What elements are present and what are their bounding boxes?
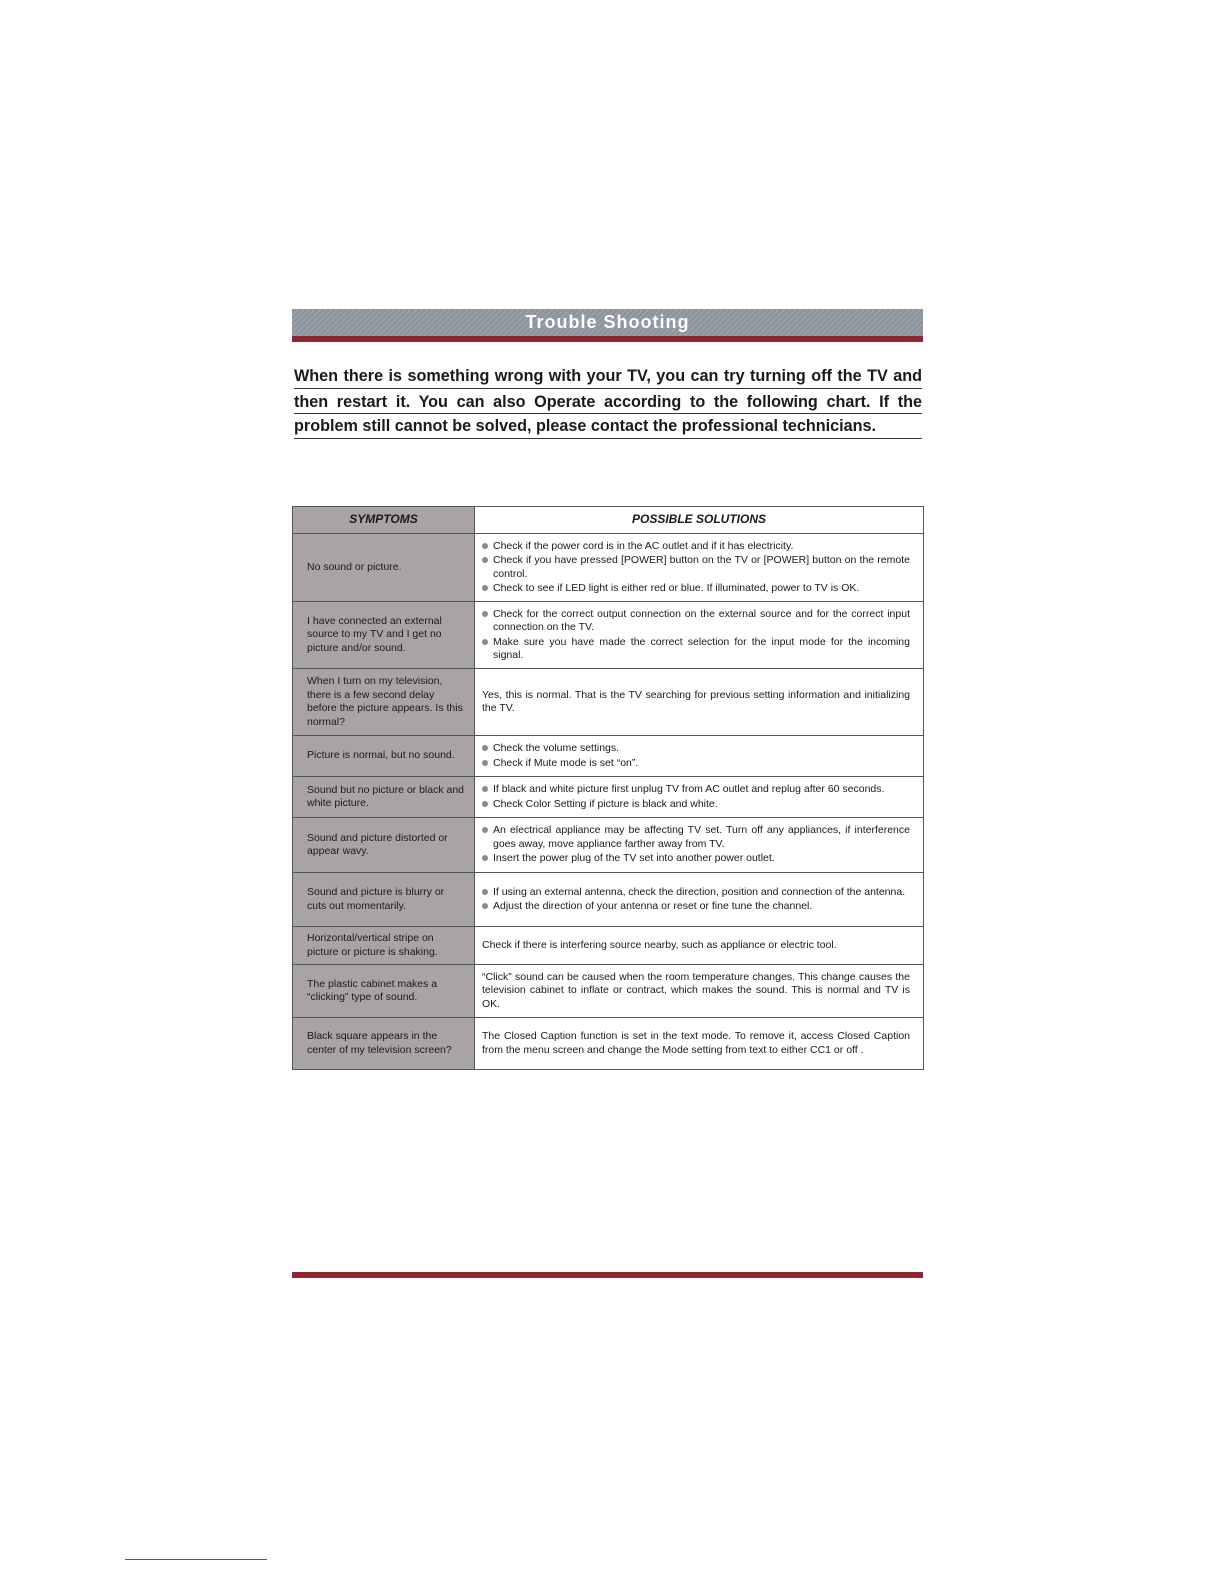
section-title-bar: [292, 309, 923, 342]
solution-text: If black and white picture first unplug TV from AC outlet and replug after 60 seconds.: [493, 783, 885, 795]
solutions-header: POSSIBLE SOLUTIONS: [475, 507, 924, 534]
table-row: [293, 777, 924, 818]
solution-text: Adjust the direction of your antenna or reset or fine tune the channel.: [493, 900, 813, 912]
solution-cell: [475, 777, 924, 818]
solution-text: Check if Mute mode is set “on”.: [493, 756, 639, 769]
solution-text: If using an external antenna, check the direction, position and connection of the antenna.: [493, 885, 906, 898]
symptom-cell: Picture is normal, but no sound.: [293, 736, 475, 777]
bullet-dot-icon: [482, 786, 488, 792]
solution-cell: [475, 818, 924, 873]
bullet-dot-icon: [482, 903, 488, 909]
solution-cell: [475, 1018, 924, 1070]
solution-cell: [475, 927, 924, 965]
solution-text: Check if the power cord is in the AC outlet and if it has electricity.: [493, 539, 794, 552]
solution-item: [482, 783, 910, 797]
solution-text: Check Color Setting if picture is black and white.: [493, 797, 718, 810]
solution-text: Check if you have pressed [POWER] button on the TV or [POWER] button on the remote control.: [493, 554, 910, 580]
intro-paragraph: [294, 364, 922, 439]
intro-line-3: problem still cannot be solved, please contact the professional technicians.: [294, 414, 922, 439]
solution-text: Make sure you have made the correct selection for the input mode for the incoming signal.: [493, 635, 910, 661]
section-title: Trouble Shooting: [525, 312, 690, 332]
bullet-dot-icon: [482, 855, 488, 861]
table-row: [293, 873, 924, 927]
symptom-cell: When I turn on my television, there is a few second delay before the picture appears. Is this normal?: [293, 669, 475, 736]
solution-text: An electrical appliance may be affecting TV set. Turn off any appliances, if interference goes away, move appliance farther away from TV.: [493, 824, 910, 850]
solution-cell: [475, 873, 924, 927]
solution-item: [482, 636, 910, 663]
bullet-dot-icon: [482, 801, 488, 807]
solution-text: Check the volume settings.: [493, 742, 620, 754]
bullet-dot-icon: [482, 745, 488, 751]
table-row: [293, 1018, 924, 1070]
bullet-dot-icon: [482, 585, 488, 591]
solution-text: Check to see if LED light is either red or blue. If illuminated, power to TV is OK.: [493, 582, 860, 594]
solution-item: [482, 742, 910, 756]
solution-item: [482, 886, 910, 900]
solution-text: “Click” sound can be caused when the room temperature changes. This change causes the television cabinet to inflate or contract, which makes the sound. This is normal and TV is OK.: [482, 970, 910, 1010]
solution-item: [482, 900, 910, 914]
intro-line-2: then restart it. You can also Operate according to the following chart. If the: [294, 391, 922, 414]
table-row: [293, 927, 924, 965]
table-header-row: [293, 507, 924, 534]
symptom-cell: The plastic cabinet makes a “clicking” type of sound.: [293, 965, 475, 1018]
solution-item: [482, 540, 910, 554]
solution-cell: [475, 602, 924, 669]
symptom-cell: Sound and picture distorted or appear wavy.: [293, 818, 475, 873]
solution-item: [482, 554, 910, 581]
table-row: [293, 965, 924, 1018]
table-body: [293, 534, 924, 1070]
bullet-dot-icon: [482, 543, 488, 549]
table-row: [293, 669, 924, 736]
solution-cell: [475, 965, 924, 1018]
solution-cell: [475, 736, 924, 777]
symptom-cell: I have connected an external source to my TV and I get no picture and/or sound.: [293, 602, 475, 669]
solution-cell: [475, 669, 924, 736]
solution-text: Check for the correct output connection on the external source and for the correct input connection on the TV.: [493, 607, 910, 633]
solution-item: [482, 852, 910, 866]
symptom-cell: No sound or picture.: [293, 534, 475, 602]
solution-text: Yes, this is normal. That is the TV searching for previous setting information and initializing the TV.: [482, 688, 910, 714]
solution-item: [482, 798, 910, 812]
solution-text: Insert the power plug of the TV set into another power outlet.: [493, 852, 775, 865]
table-row: [293, 602, 924, 669]
symptom-cell: Black square appears in the center of my television screen?: [293, 1018, 475, 1070]
solution-item: [482, 608, 910, 635]
solution-text: The Closed Caption function is set in the text mode. To remove it, access Closed Caption from the menu screen and change the Mode setting from text to either CC1 or off .: [482, 1030, 910, 1056]
table-row: [293, 818, 924, 873]
bullet-dot-icon: [482, 889, 488, 895]
symptoms-header: SYMPTOMS: [293, 507, 475, 534]
solution-cell: [475, 534, 924, 602]
footnote-rule: [125, 1559, 267, 1560]
solution-item: [482, 824, 910, 851]
bullet-dot-icon: [482, 611, 488, 617]
symptom-cell: Horizontal/vertical stripe on picture or picture is shaking.: [293, 927, 475, 965]
table-row: [293, 534, 924, 602]
bottom-divider: [292, 1272, 923, 1278]
troubleshooting-table: [292, 506, 924, 1070]
bullet-dot-icon: [482, 760, 488, 766]
intro-line-1: When there is something wrong with your TV, you can try turning off the TV and: [294, 364, 922, 389]
solution-text: Check if there is interfering source nearby, such as appliance or electric tool.: [482, 938, 837, 951]
bullet-dot-icon: [482, 639, 488, 645]
bullet-dot-icon: [482, 827, 488, 833]
bullet-dot-icon: [482, 557, 488, 563]
solution-item: [482, 582, 910, 596]
symptom-cell: Sound but no picture or black and white picture.: [293, 777, 475, 818]
solution-item: [482, 757, 910, 771]
symptom-cell: Sound and picture is blurry or cuts out momentarily.: [293, 873, 475, 927]
table-row: [293, 736, 924, 777]
